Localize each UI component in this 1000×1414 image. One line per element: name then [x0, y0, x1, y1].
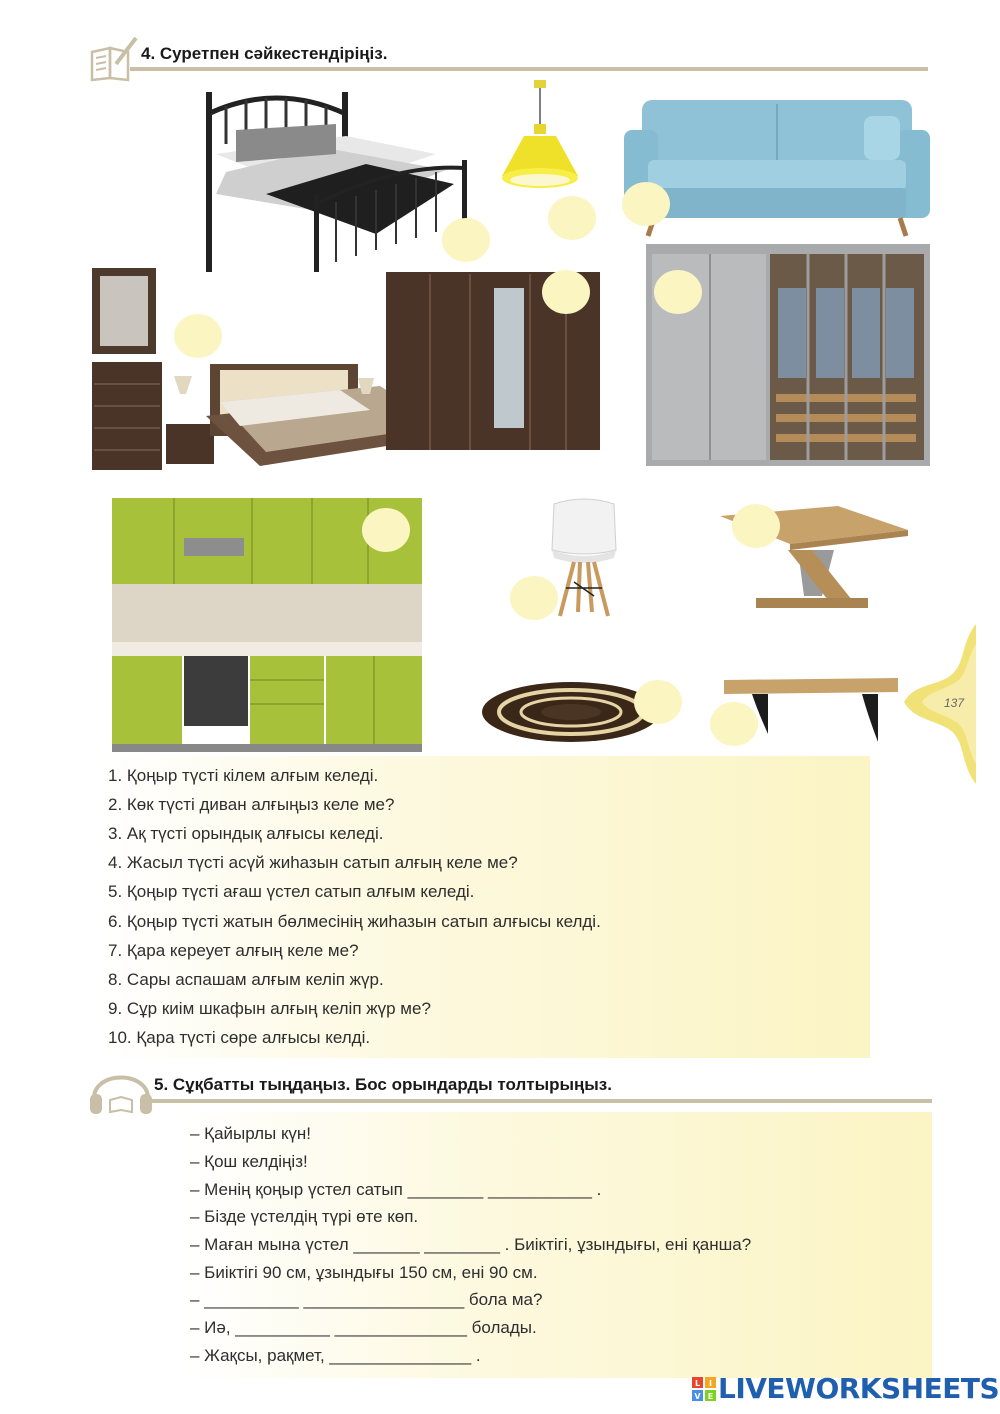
- answer-circle-closet[interactable]: [542, 270, 590, 314]
- answer-circle-bed[interactable]: [442, 218, 490, 262]
- logo-letter: V: [694, 1392, 701, 1401]
- answer-circle-rug[interactable]: [634, 680, 682, 724]
- brown-rug-image: [480, 680, 662, 744]
- list-item: 3. Ақ түсті орындық алғысы келеді.: [108, 824, 384, 843]
- section-4-divider: [130, 67, 928, 71]
- answer-circle-kitchen[interactable]: [362, 508, 410, 552]
- list-item: 1. Қоңыр түсті кілем алғым келеді.: [108, 766, 379, 785]
- answer-circle-bedroom[interactable]: [174, 314, 222, 358]
- list-item: 10. Қара түсті сөре алғысы келді.: [108, 1028, 371, 1047]
- list-item: 7. Қара кереует алғың келе ме?: [108, 941, 359, 960]
- dialogue-line: – Жақсы, рақмет, _______________ .: [190, 1346, 481, 1365]
- section-5-divider: [150, 1099, 932, 1103]
- answer-circle-chair[interactable]: [510, 576, 558, 620]
- list-item: 8. Сары аспашам алғым келіп жүр.: [108, 970, 384, 989]
- list-item: 6. Қоңыр түсті жатын бөлмесінің жиһазын сатып алғысы келді.: [108, 912, 601, 931]
- dialogue-line: – Менің қоңыр үстел сатып ________ ___________ .: [190, 1180, 602, 1199]
- answer-circle-shelf[interactable]: [710, 702, 758, 746]
- logo-letter: L: [694, 1379, 701, 1388]
- dialogue-line: – Биіктігі 90 см, ұзындығы 150 см, ені 90 см.: [190, 1263, 538, 1282]
- dialogue-line: – __________ _________________ бола ма?: [190, 1290, 543, 1309]
- headphones-icon: [88, 1060, 154, 1116]
- dialogue-line: – Иә, __________ ______________ болады.: [190, 1318, 537, 1337]
- section-5-title: 5. Сұқбатты тыңдаңыз. Бос орындарды толтырыңыз.: [154, 1075, 612, 1094]
- logo-letter: E: [707, 1392, 714, 1401]
- answer-circle-wardrobe[interactable]: [654, 270, 702, 314]
- answer-circle-sofa[interactable]: [622, 182, 670, 226]
- dialogue-line: – Қош келдіңіз!: [190, 1152, 308, 1171]
- list-item: 2. Көк түсті диван алғыңыз келе ме?: [108, 795, 395, 814]
- dialogue-line: – Бізде үстелдің түрі өте көп.: [190, 1207, 419, 1226]
- list-item: 9. Сұр киім шкафын алғың келіп жүр ме?: [108, 999, 431, 1018]
- blue-sofa-image: [624, 96, 930, 238]
- page-number: 137: [944, 696, 965, 710]
- answer-circle-lamp[interactable]: [548, 196, 596, 240]
- dialogue-line: – Қайырлы күн!: [190, 1124, 312, 1143]
- yellow-lamp-image: [498, 80, 582, 200]
- liveworksheets-brand[interactable]: LIVEWORKSHEETS: [718, 1372, 1000, 1405]
- list-item: 4. Жасыл түсті асүй жиһазын сатып алғың келе ме?: [108, 853, 518, 872]
- logo-letter: I: [709, 1379, 712, 1388]
- liveworksheets-logo-icon: [692, 1377, 716, 1401]
- list-item: 5. Қоңыр түсті ағаш үстел сатып алғым келеді.: [108, 882, 475, 901]
- black-bed-image: [196, 84, 478, 274]
- section-4-title: 4. Суретпен сәйкестендіріңіз.: [141, 44, 388, 63]
- dialogue-line: – Маған мына үстел _______ ________ . Биіктігі, ұзындығы, ені қанша?: [190, 1235, 752, 1254]
- answer-circle-table[interactable]: [732, 504, 780, 548]
- bedroom-set-image: [90, 266, 602, 472]
- book-pencil-icon: [88, 34, 138, 82]
